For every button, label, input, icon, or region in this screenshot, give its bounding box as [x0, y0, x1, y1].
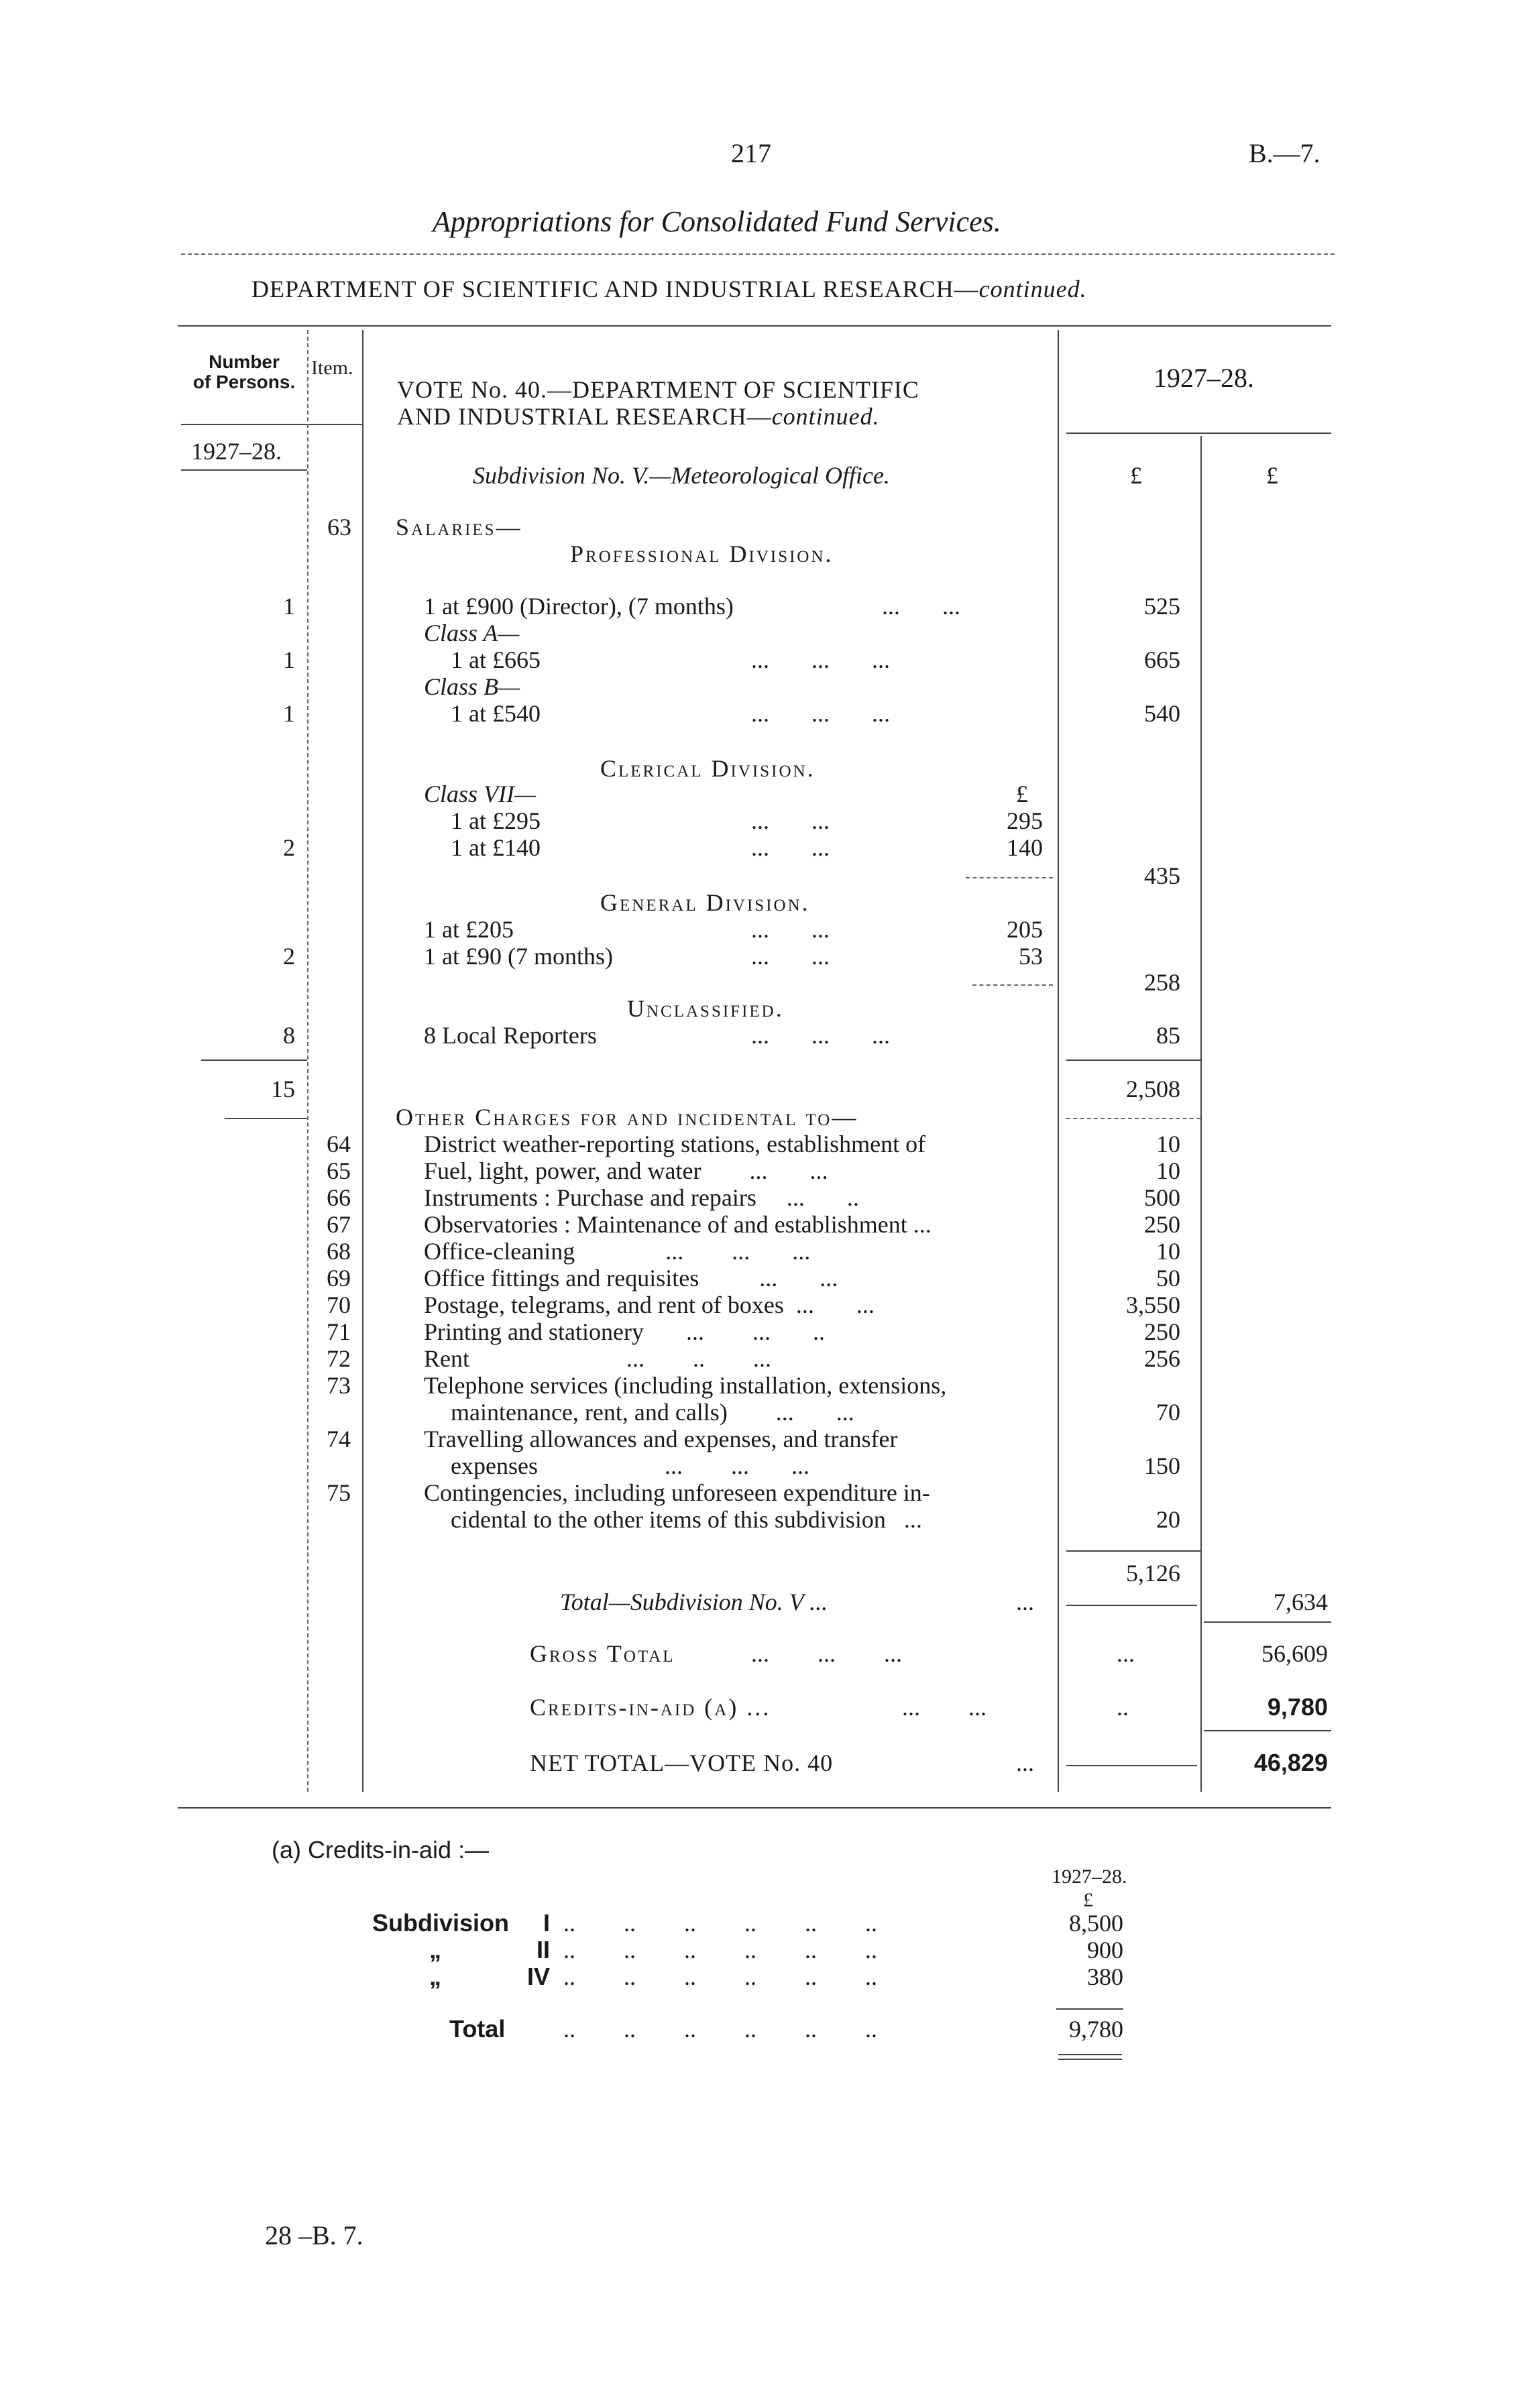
other-start-rule [1066, 1118, 1200, 1119]
item-head: Item. [311, 357, 353, 379]
subdivision-amount: 380 [1087, 1963, 1123, 1990]
leader-dots: .. .. .. .. .. .. [563, 1963, 877, 1990]
footnote-double-rule-2 [1058, 2059, 1122, 2060]
charge-amount: 250 [1144, 1211, 1180, 1238]
clerical-persons: 2 [283, 834, 295, 861]
unclassified-dots: ... ... ... [751, 1022, 890, 1049]
charge-line: Travelling allowances and expenses, and transfer [424, 1426, 898, 1452]
clerical-subamount: 295 [1007, 807, 1043, 834]
leader-dots: .. .. .. .. .. .. [563, 1937, 877, 1963]
footnote-total: 9,780 [1069, 2016, 1123, 2043]
total-persons: 15 [271, 1076, 295, 1102]
general-subamount: 53 [1019, 943, 1043, 970]
other-heading: Other Charges for and incidental to— [396, 1104, 858, 1131]
footnote-total-label: Total [449, 2015, 506, 2043]
item-number: 74 [327, 1426, 351, 1452]
footer-code: 28 –B. 7. [265, 2220, 363, 2250]
charge-line: Office fittings and requisites ... ... [424, 1265, 838, 1292]
unclassified-persons: 8 [283, 1022, 295, 1049]
subdivision-total: 7,634 [1274, 1589, 1328, 1615]
charge-amount: 250 [1144, 1318, 1180, 1345]
persons-year-rule [181, 469, 307, 471]
charge-line: Office-cleaning ... ... ... [424, 1238, 811, 1265]
footnote-sum-rule [1056, 2008, 1123, 2010]
leader-dots: ... ... [751, 943, 830, 970]
charge-amount: 50 [1156, 1265, 1180, 1292]
subdivision-roman: I [543, 1909, 550, 1937]
col-rule-item [362, 330, 363, 1792]
credits-dots: ... ... [902, 1694, 987, 1721]
pound-col1: £ [1130, 462, 1142, 489]
persons-head-rule [181, 424, 307, 425]
charge-amount: 70 [1156, 1399, 1180, 1426]
charge-amount: 20 [1156, 1506, 1180, 1533]
item-number: 67 [327, 1211, 351, 1238]
table-top-rule [178, 325, 1331, 327]
clerical-pound: £ [1016, 781, 1028, 807]
persons-count: 1 [283, 646, 295, 673]
persons-total-rule [201, 1059, 307, 1061]
unclassified-amount: 85 [1156, 1022, 1180, 1049]
credits-total: 9,780 [1267, 1693, 1328, 1721]
clerical-line: 1 at £140 [451, 834, 541, 861]
item-number: 69 [327, 1265, 351, 1292]
persons-year: 1927–28. [191, 438, 282, 465]
clerical-sum-rule [966, 877, 1053, 878]
subdivision-label: „ [429, 1963, 441, 1990]
table-bottom-rule [178, 1807, 1331, 1809]
salary-line: 1 at £540 [451, 700, 541, 727]
item-number: 66 [327, 1184, 351, 1211]
item-number: 68 [327, 1238, 351, 1265]
general-sum-rule [972, 984, 1053, 986]
charge-amount: 3,550 [1126, 1292, 1180, 1318]
clerical-line: 1 at £295 [451, 807, 541, 834]
leader-dots: ... ... [751, 834, 830, 861]
other-total: 5,126 [1126, 1560, 1180, 1587]
general-line: 1 at £90 (7 months) [424, 943, 613, 970]
charge-line: Fuel, light, power, and water ... ... [424, 1157, 828, 1184]
leader-dots: ... ... [751, 916, 830, 943]
subdivision-amount: 900 [1087, 1937, 1123, 1963]
item-number: 71 [327, 1318, 351, 1345]
year-rule [1066, 433, 1331, 434]
gross-total: 56,609 [1261, 1640, 1328, 1667]
charge-line: District weather-reporting stations, establishment of [424, 1131, 926, 1157]
dept-title: DEPARTMENT OF SCIENTIFIC AND INDUSTRIAL RESEARCH—continued. [251, 276, 1087, 302]
charge-amount: 10 [1156, 1157, 1180, 1184]
gross-mid-dots: ... [1117, 1640, 1135, 1667]
general-subamount: 205 [1007, 916, 1043, 943]
running-title: Appropriations for Consolidated Fund Services. [433, 205, 1001, 238]
salary-amount: 525 [1144, 593, 1180, 620]
charge-line: Observatories : Maintenance of and establishment ... [424, 1211, 932, 1238]
pound-col2: £ [1266, 462, 1278, 489]
footnote-title: (a) Credits-in-aid :— [272, 1836, 490, 1864]
item-number: 65 [327, 1157, 351, 1184]
credits-mid-dots: .. [1117, 1694, 1129, 1721]
leader-dots: ... ... [751, 807, 830, 834]
item-number: 73 [327, 1372, 351, 1399]
class-label: Class A— [424, 620, 520, 646]
col-rule-text [1058, 330, 1059, 1792]
credits-label: Credits-in-aid (a) ... [530, 1694, 771, 1721]
unclassified-heading: Unclassified. [627, 995, 784, 1022]
charge-amount: 10 [1156, 1131, 1180, 1157]
clerical-class: Class VII— [424, 781, 537, 807]
item-number: 72 [327, 1345, 351, 1372]
professional-heading: Professional Division. [570, 540, 834, 567]
net-total-dots: ... [1016, 1750, 1034, 1776]
charge-line: Postage, telegrams, and rent of boxes ... ... [424, 1292, 875, 1318]
salaries-heading: Salaries— [396, 514, 522, 540]
net-total-rule [1066, 1765, 1197, 1766]
subdivision-total-dots: ... [1016, 1589, 1034, 1615]
clerical-total: 435 [1144, 862, 1180, 889]
subdivision-roman: IV [526, 1963, 550, 1990]
salaries-total-rule [1066, 1059, 1200, 1061]
class-label: Class B— [424, 673, 520, 700]
charge-line: Printing and stationery ... ... .. [424, 1318, 825, 1345]
general-persons: 2 [283, 943, 295, 970]
charge-line: maintenance, rent, and calls) ... ... [451, 1399, 854, 1426]
year-head: 1927–28. [1153, 363, 1254, 393]
persons-count: 1 [283, 700, 295, 727]
net-total-label: NET TOTAL—VOTE No. 40 [530, 1750, 834, 1776]
subdivision-roman: II [536, 1936, 550, 1963]
page-number: 217 [731, 138, 771, 168]
subdivision-title: Subdivision No. V.—Meteorological Office. [473, 462, 890, 489]
item-number: 64 [327, 1131, 351, 1157]
other-total-rule [1066, 1550, 1200, 1552]
item-number: 75 [327, 1479, 351, 1506]
gross-total-label: Gross Total [530, 1640, 675, 1667]
col-rule-amount [1200, 436, 1202, 1792]
charge-amount: 256 [1144, 1345, 1180, 1372]
charge-line: Instruments : Purchase and repairs ... .. [424, 1184, 859, 1211]
footnote-total-dots: .. .. .. .. .. .. [563, 2016, 877, 2043]
vote-title-line2: AND INDUSTRIAL RESEARCH—continued. [397, 403, 880, 430]
charge-line: Telephone services (including installation, extensions, [424, 1372, 947, 1399]
charge-line: Rent ... .. ... [424, 1345, 771, 1372]
salaries-total: 2,508 [1126, 1076, 1180, 1102]
leader-dots: .. .. .. .. .. .. [563, 1910, 877, 1937]
footnote-year: 1927–28. [1052, 1866, 1127, 1888]
salary-amount: 665 [1144, 646, 1180, 673]
unclassified-text: 8 Local Reporters [424, 1022, 597, 1049]
charge-line: expenses ... ... ... [451, 1452, 809, 1479]
charge-amount: 10 [1156, 1238, 1180, 1265]
leader-dots: ... ... ... [751, 700, 890, 727]
net-total: 46,829 [1253, 1749, 1328, 1776]
clerical-subamount: 140 [1007, 834, 1043, 861]
col-rule-persons [307, 330, 308, 1792]
subdivision-label: „ [429, 1936, 441, 1963]
charge-line: cidental to the other items of this subdivision ... [451, 1506, 922, 1533]
footnote-double-rule-1 [1058, 2054, 1122, 2055]
clerical-heading: Clerical Division. [600, 755, 815, 782]
footnote-pound: £ [1083, 1889, 1093, 1911]
gross-total-dots: ... ... ... [751, 1640, 902, 1667]
persons-count: 1 [283, 593, 295, 620]
general-heading: General Division. [600, 889, 810, 916]
general-line: 1 at £205 [424, 916, 514, 943]
item-number: 70 [327, 1292, 351, 1318]
subdivision-amount: 8,500 [1069, 1910, 1123, 1937]
persons-head: Number of Persons. [192, 351, 296, 392]
persons-bottom-rule [225, 1118, 307, 1119]
subdivision-total-rule [1066, 1605, 1197, 1606]
charge-amount: 500 [1144, 1184, 1180, 1211]
charge-amount: 150 [1144, 1452, 1180, 1479]
salary-amount: 540 [1144, 700, 1180, 727]
gross-rule [1204, 1621, 1331, 1623]
header-rule [181, 253, 1335, 255]
salary-line: 1 at £900 (Director), (7 months) [424, 593, 734, 620]
item-63: 63 [327, 514, 351, 540]
item-head-rule [308, 424, 362, 425]
general-total: 258 [1144, 969, 1180, 996]
subdivision-label: Subdivision [372, 1909, 510, 1937]
vote-title-line1: VOTE No. 40.—DEPARTMENT OF SCIENTIFIC [397, 376, 919, 403]
charge-line: Contingencies, including unforeseen expenditure in- [424, 1479, 930, 1506]
credits-rule [1204, 1730, 1331, 1731]
salary-line: 1 at £665 [451, 646, 541, 673]
subdivision-total-label: Total—Subdivision No. V ... [560, 1589, 828, 1615]
leader-dots: ... ... [882, 593, 960, 620]
leader-dots: ... ... ... [751, 646, 890, 673]
page-code: B.—7. [1249, 138, 1320, 168]
